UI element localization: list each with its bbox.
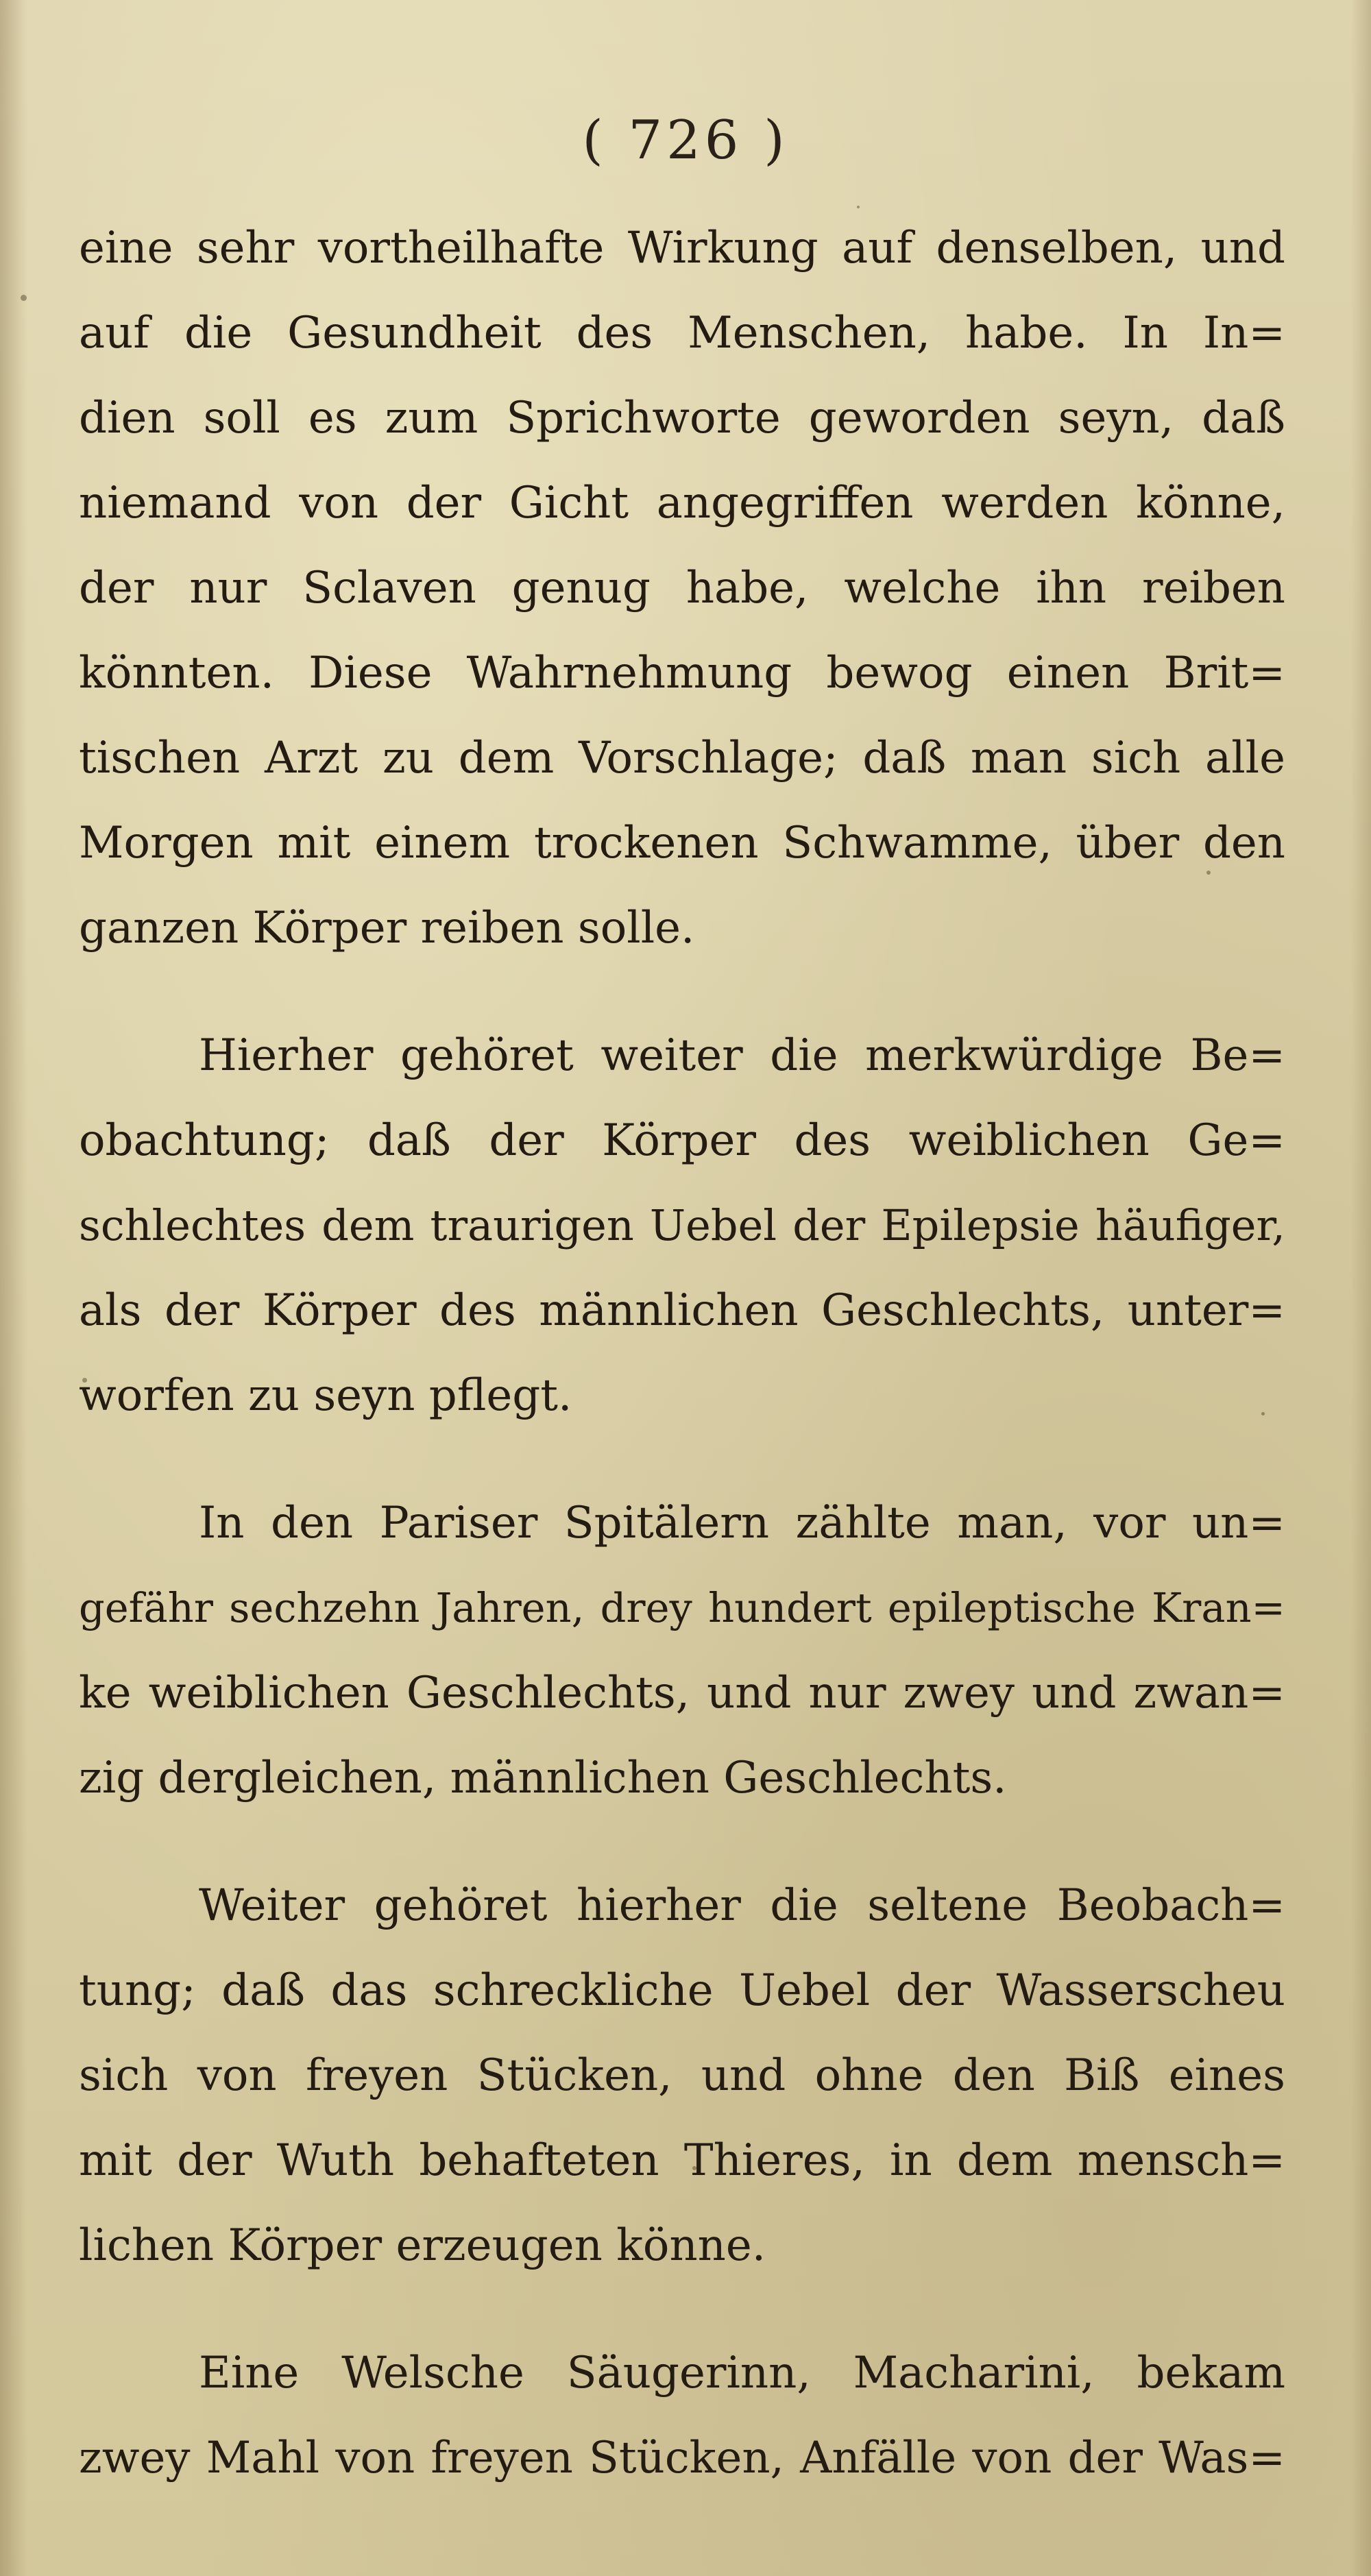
text-line: Weiter gehöret hierher die seltene Beobach= (199, 1880, 1285, 1931)
text-line: als der Körper des männlichen Geschlechts, unter= (79, 1285, 1285, 1336)
paragraph (79, 1863, 1285, 2288)
text-line: obachtung; daß der Körper des weiblichen Ge= (79, 1115, 1285, 1166)
page-edge-shadow-left (0, 0, 27, 2576)
page-number: ( 726 ) (582, 110, 789, 171)
paragraph-gap (79, 1438, 1285, 1481)
text-line: ke weiblichen Geschlechts, und nur zwey und zwan= (79, 1668, 1285, 1718)
paragraph-gap (79, 1821, 1285, 1863)
paragraph (79, 2331, 1285, 2501)
text-line: gefähr sechzehn Jahren, drey hundert epileptische Kran= (79, 1584, 1285, 1631)
text-line: der nur Sclaven genug habe, welche ihn reiben (79, 563, 1285, 613)
text-line: zig dergleichen, männlichen Geschlechts. (79, 1753, 1007, 1803)
text-line: Eine Welsche Säugerinn, Macharini, bekam (199, 2348, 1285, 2398)
text-line: dien soll es zum Sprichworte geworden seyn, daß (79, 393, 1285, 443)
paper-speck (21, 295, 27, 301)
paragraph (79, 206, 1285, 971)
paragraph (79, 1013, 1285, 1438)
text-line: Morgen mit einem trockenen Schwamme, über den (79, 818, 1285, 868)
text-line: schlechtes dem traurigen Uebel der Epilepsie häufiger, (79, 1200, 1285, 1250)
text-line: In den Pariser Spitälern zählte man, vor un= (199, 1498, 1285, 1548)
text-line: sich von freyen Stücken, und ohne den Biß eines (79, 2050, 1285, 2101)
paragraph-gap (79, 971, 1285, 1013)
text-line: auf die Gesundheit des Menschen, habe. In In= (79, 308, 1285, 359)
text-line: lichen Körper erzeugen könne. (79, 2220, 766, 2271)
body-text (79, 206, 1285, 2501)
text-line: niemand von der Gicht angegriffen werden könne, (79, 478, 1285, 528)
page-edge-shadow-right (1350, 0, 1371, 2576)
text-line: tischen Arzt zu dem Vorschlage; daß man sich alle (79, 733, 1285, 783)
text-line: könnten. Diese Wahrnehmung bewog einen Brit= (79, 648, 1285, 698)
text-line: worfen zu seyn pflegt. (79, 1370, 572, 1421)
text-line: Hierher gehöret weiter die merkwürdige Be= (199, 1030, 1285, 1081)
paragraph-gap (79, 2288, 1285, 2331)
text-line: tung; daß das schreckliche Uebel der Wasserscheu (79, 1965, 1285, 2016)
text-line: ganzen Körper reiben solle. (79, 903, 695, 953)
paragraph (79, 1481, 1285, 1821)
text-line: eine sehr vortheilhafte Wirkung auf denselben, und (79, 223, 1285, 274)
text-line: mit der Wuth behafteten Thieres, in dem mensch= (79, 2135, 1285, 2186)
text-line: zwey Mahl von freyen Stücken, Anfälle von der Was= (79, 2433, 1285, 2483)
